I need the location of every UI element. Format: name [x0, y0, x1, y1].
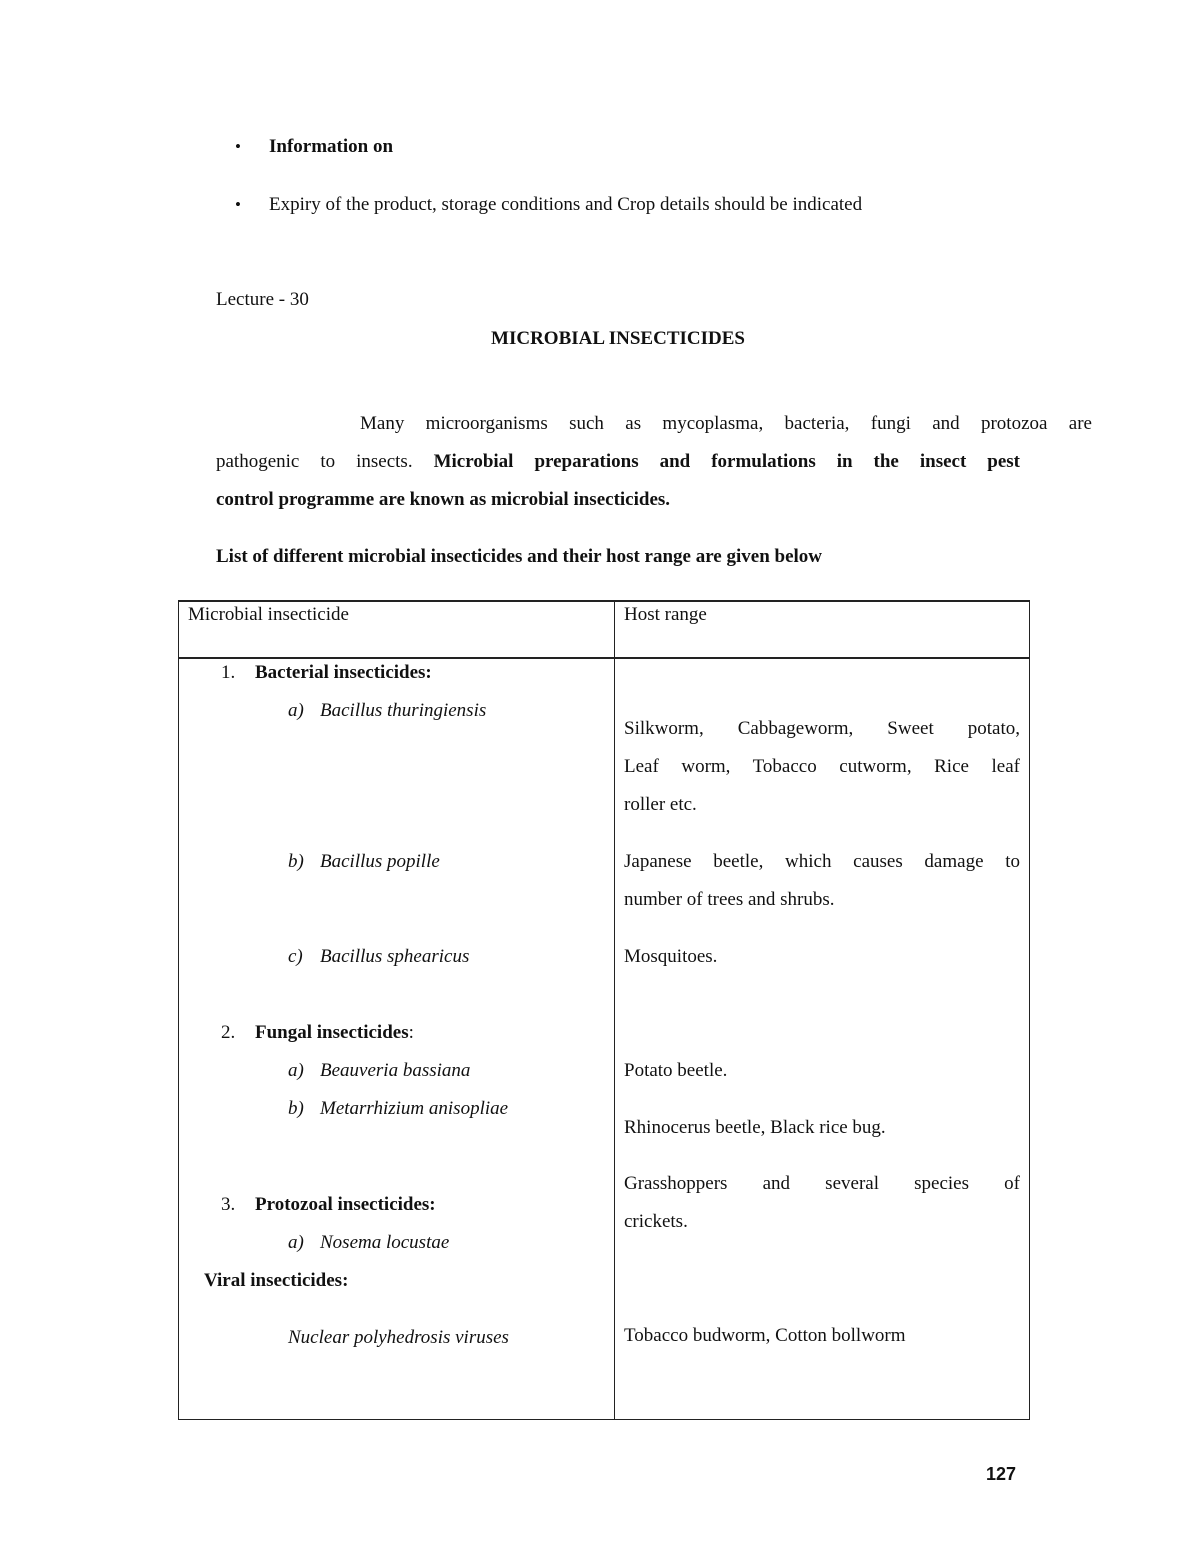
intro-line: [216, 451, 1020, 473]
organism-letter: a): [288, 1232, 304, 1253]
bullet-item: [235, 194, 862, 216]
organism-item: [288, 851, 440, 873]
bullet-item: [235, 136, 393, 158]
host-line: Mosquitoes.: [624, 946, 718, 967]
group-label: Protozoal insecticides:: [255, 1194, 436, 1215]
host-line: Grasshoppers and several species of: [624, 1173, 1020, 1194]
page-number: 127: [986, 1464, 1017, 1484]
group-heading: [221, 1194, 436, 1216]
host-line: number of trees and shrubs.: [624, 889, 835, 910]
organism-name: Metarrhizium anisopliae: [320, 1098, 509, 1119]
list-heading: List of different microbial insecticides and their host range are given below: [216, 546, 823, 567]
host-line: Silkworm, Cabbageworm, Sweet potato,: [624, 718, 1020, 739]
group-label: Fungal insecticides: [255, 1022, 409, 1043]
bullet-text: Expiry of the product, storage conditions and Crop details should be indicated: [269, 194, 863, 215]
organism-name: Bacillus sphearicus: [320, 946, 470, 967]
intro-line: control programme are known as microbial insecticides.: [216, 489, 671, 510]
table-border-bottom: [178, 1419, 1030, 1420]
group-label: Bacterial insecticides:: [255, 662, 432, 683]
intro-bold-text: Microbial preparations and formulations in the insect pest: [433, 451, 1021, 472]
lecture-label: Lecture - 30: [216, 289, 309, 310]
organism-item: [288, 1098, 508, 1120]
host-line: Rhinocerus beetle, Black rice bug.: [624, 1117, 886, 1138]
organism-item: [288, 1327, 509, 1349]
group-number: 3.: [221, 1194, 236, 1215]
host-line: crickets.: [624, 1211, 688, 1232]
organism-letter: b): [288, 851, 304, 872]
group-heading: Viral insecticides:: [204, 1270, 349, 1291]
organism-item: [288, 1060, 470, 1082]
bullet-text: Information on: [269, 136, 394, 157]
group-number: 1.: [221, 662, 236, 683]
group-label-suffix: :: [408, 1022, 414, 1043]
table-header-host-range: Host range: [624, 604, 707, 625]
host-line: Leaf worm, Tobacco cutworm, Rice leaf: [624, 756, 1020, 777]
bullet-icon: •: [235, 195, 241, 214]
host-line: Tobacco budworm, Cotton bollworm: [624, 1325, 906, 1346]
table-border-left: [178, 600, 179, 1420]
intro-line: Many microorganisms such as mycoplasma, bacteria, fungi and protozoa are: [360, 413, 1092, 434]
table-header-insecticide: Microbial insecticide: [188, 604, 349, 625]
organism-name: Beauveria bassiana: [320, 1060, 471, 1081]
bullet-icon: •: [235, 137, 241, 156]
organism-letter: c): [288, 946, 303, 967]
organism-letter: b): [288, 1098, 304, 1119]
host-line: roller etc.: [624, 794, 697, 815]
group-number: 2.: [221, 1022, 236, 1043]
organism-name: Bacillus popille: [320, 851, 440, 872]
organism-name: Bacillus thuringiensis: [320, 700, 487, 721]
group-heading: [221, 662, 432, 684]
host-line: Potato beetle.: [624, 1060, 728, 1081]
organism-letter: a): [288, 700, 304, 721]
intro-text: pathogenic to insects.: [216, 451, 413, 472]
organism-letter: a): [288, 1060, 304, 1081]
organism-item: [288, 1232, 449, 1254]
group-heading: [221, 1022, 414, 1044]
page-title: MICROBIAL INSECTICIDES: [491, 328, 745, 349]
organism-name: Nosema locustae: [320, 1232, 450, 1253]
table-border-top: [178, 600, 1030, 602]
table-column-divider: [614, 600, 615, 1420]
table-header-divider: [178, 657, 1030, 659]
table-border-right: [1029, 600, 1030, 1420]
organism-item: [288, 946, 469, 968]
organism-name: Nuclear polyhedrosis viruses: [288, 1327, 509, 1348]
organism-item: [288, 700, 486, 722]
host-line: Japanese beetle, which causes damage to: [624, 851, 1020, 872]
